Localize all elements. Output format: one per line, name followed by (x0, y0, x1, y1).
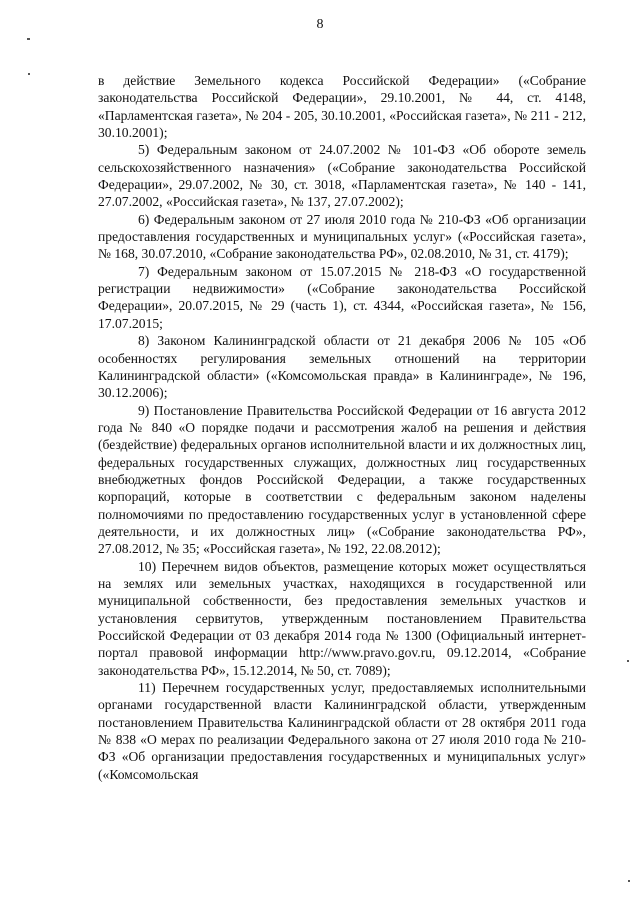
list-item-10: 10) Перечнем видов объектов, размещение которых может осуществляться на землях или земельных участках, находящихся в государственной или муниципальной собственности, без предоставления земельных участков и установления сервитутов, утвержденным постановлением Правительства Российской Федерации от 03 декабря 2014 года № 1300 (Официальный интернет-портал правовой информации http://www.pravo.gov.ru, 09.12.2014, «Собрание законодательства РФ», 15.12.2014, № 50, ст. 7089); (98, 558, 586, 678)
scan-mark (28, 73, 30, 75)
list-item-11: 11) Перечнем государственных услуг, предоставляемых исполнительными органами государственной власти Калининградской области, утвержденным постановлением Правительства Калининградской области от 28 октября 2011 года № 838 «О мерах по реализации Федерального закона от 27 июля 2010 года № 210-ФЗ «Об организации предоставления государственных и муниципальных услуг» («Комсомольская (98, 680, 586, 782)
list-item-9: 9) Постановление Правительства Российской Федерации от 16 августа 2012 года № 840 «О порядке подачи и рассмотрения жалоб на решения и действия (бездействие) федеральных органов исполнительной власти и их должностных лиц, федеральных государственных служащих, должностных лиц государственных внебюджетных фондов Российской Федерации, а также государственных корпораций, которые в соответствии с федеральным законом наделены полномочиями по предоставлению государственных услуг в установленной сфере деятельности, и их должностных лиц» («Собрание законодательства РФ», 27.08.2012, № 35; «Российская газета», № 192, 22.08.2012); (98, 402, 586, 557)
list-item-5: 5) Федеральным законом от 24.07.2002 № 101-ФЗ «Об обороте земель сельскохозяйственного назначения» («Собрание законодательства Российской Федерации», 29.07.2002, № 30, ст. 3018, «Парламентская газета», № 140 - 141, 27.07.2002, «Российская газета», № 137, 27.07.2002); (98, 142, 586, 210)
list-item-8: 8) Законом Калининградской области от 21 декабря 2006 № 105 «Об особенностях регулирования земельных отношений на территории Калининградской области» («Комсомольская правда» в Калининграде», № 196, 30.12.2006); (98, 333, 586, 401)
page-number: 8 (316, 17, 324, 32)
document-body (98, 72, 586, 783)
scan-mark (628, 880, 630, 882)
list-item-6: 6) Федеральным законом от 27 июля 2010 года № 210-ФЗ «Об организации предоставления государственных и муниципальных услуг» («Российская газета», № 168, 30.07.2010, «Собрание законодательства РФ», 02.08.2010, № 31, ст. 4179); (98, 211, 586, 262)
paragraph-continuation: в действие Земельного кодекса Российской Федерации» («Собрание законодательства Российской Федерации», 29.10.2001, № 44, ст. 4148, «Парламентская газета», № 204 - 205, 30.10.2001, «Российская газета», № 211 - 212, 30.10.2001); (98, 73, 586, 141)
scan-mark (627, 660, 629, 662)
list-item-7: 7) Федеральным законом от 15.07.2015 № 218-ФЗ «О государственной регистрации недвижимости» («Собрание законодательства Российской Федерации», 20.07.2015, № 29 (часть 1), ст. 4344, «Российская газета», № 156, 17.07.2015; (98, 263, 586, 331)
scan-mark (27, 38, 30, 40)
